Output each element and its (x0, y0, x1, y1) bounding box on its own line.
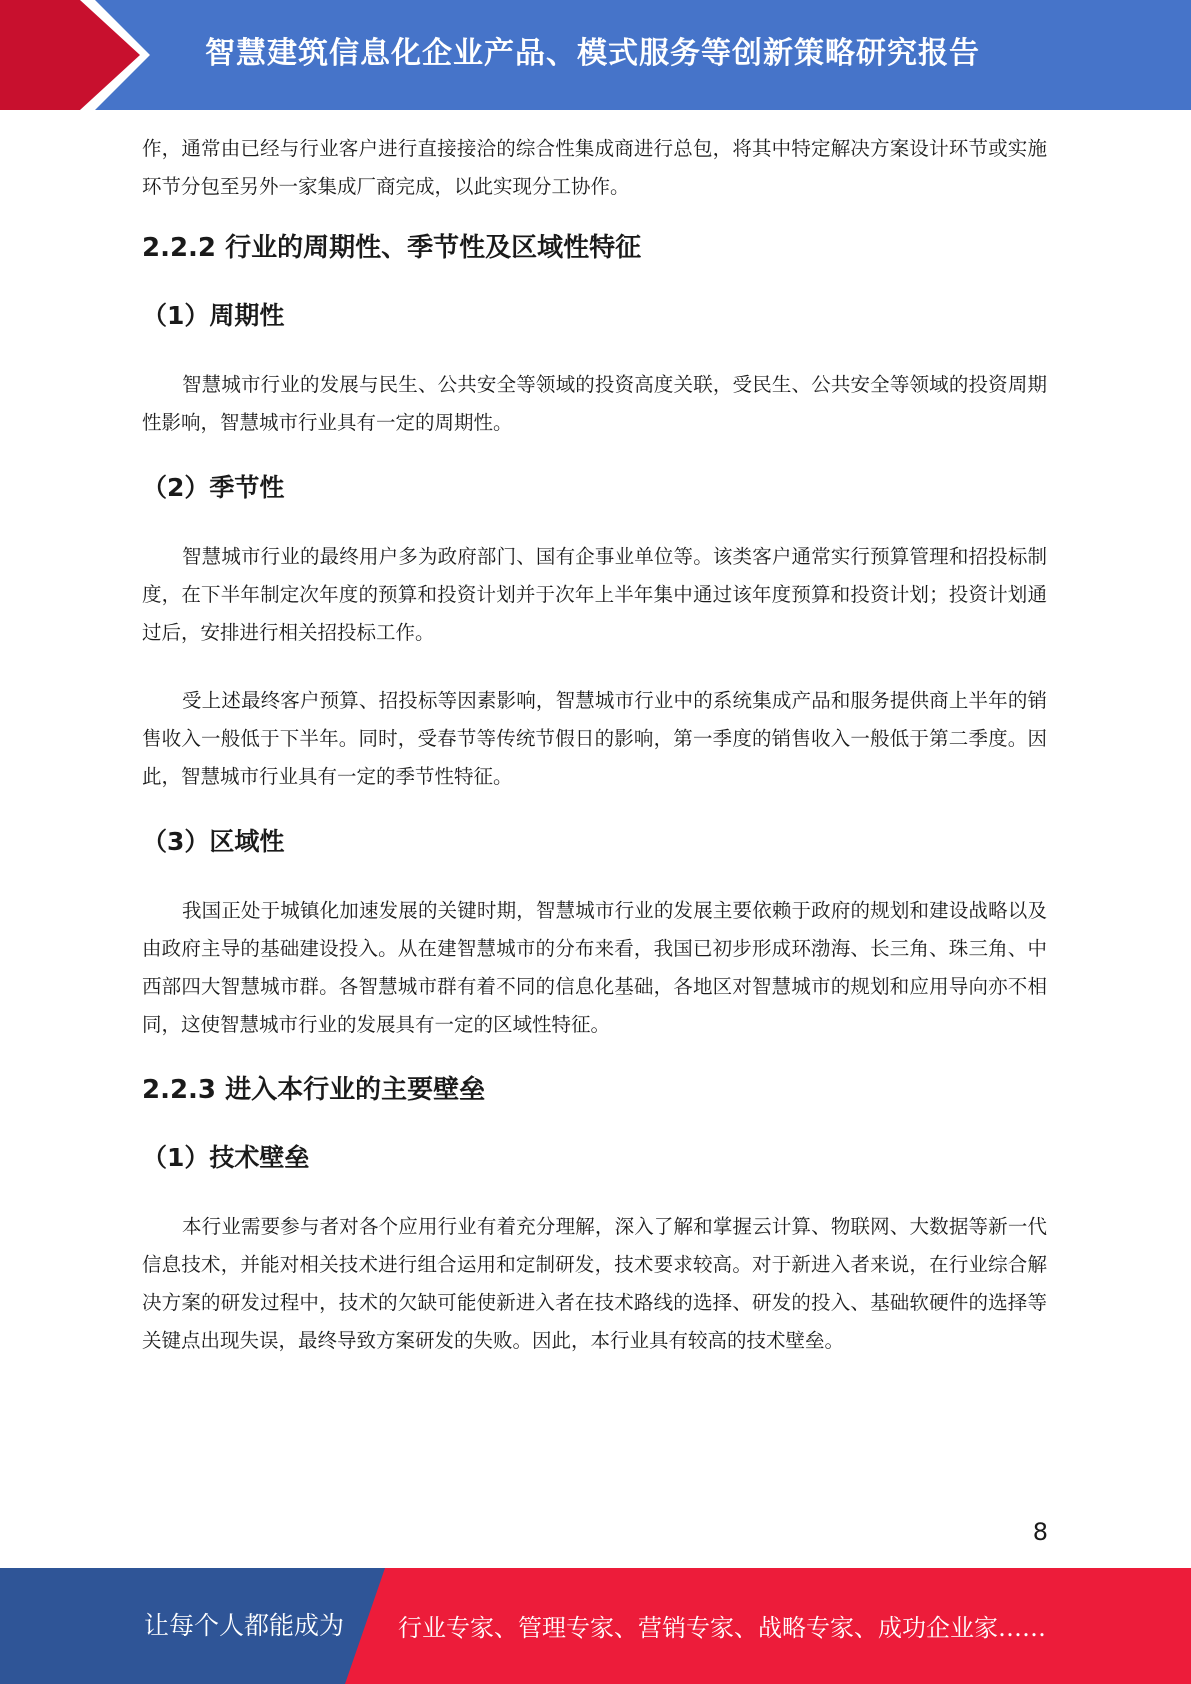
document-body (142, 130, 1047, 1360)
footer-slogan-right: 行业专家、管理专家、营销专家、战略专家、成功企业家…… (398, 1614, 1046, 1642)
paragraph-technical-barrier: 本行业需要参与者对各个应用行业有着充分理解，深入了解和掌握云计算、物联网、大数据等新一代信息技术，并能对相关技术进行组合运用和定制研发，技术要求较高。对于新进入者来说，在行业综合解决方案的研发过程中，技术的欠缺可能使新进入者在技术路线的选择、研发的投入、基础软硬件的选择等关键点出现失误，最终导致方案研发的失败。因此，本行业具有较高的技术壁垒。 (142, 1215, 1047, 1352)
subheading-regionality: （3）区域性 (142, 827, 285, 856)
page-header (0, 0, 1191, 110)
paragraph-seasonality-1: 智慧城市行业的最终用户多为政府部门、国有企事业单位等。该类客户通常实行预算管理和招投标制度，在下半年制定次年度的预算和投资计划并于次年上半年集中通过该年度预算和投资计划；投资计划通过后，安排进行相关招投标工作。 (142, 545, 1047, 644)
paragraph-periodicity: 智慧城市行业的发展与民生、公共安全等领域的投资高度关联，受民生、公共安全等领域的投资周期性影响，智慧城市行业具有一定的周期性。 (142, 373, 1047, 434)
page-footer (0, 1568, 1191, 1684)
footer-slogan-left: 让每个人都能成为 (144, 1611, 345, 1640)
intro-paragraph: 作，通常由已经与行业客户进行直接接洽的综合性集成商进行总包，将其中特定解决方案设计环节或实施环节分包至另外一家集成厂商完成，以此实现分工协作。 (142, 137, 1047, 198)
subheading-technical-barrier: （1）技术壁垒 (142, 1143, 310, 1172)
header-title: 智慧建筑信息化企业产品、模式服务等创新策略研究报告 (205, 36, 980, 71)
paragraph-seasonality-2: 受上述最终客户预算、招投标等因素影响，智慧城市行业中的系统集成产品和服务提供商上半年的销售收入一般低于下半年。同时，受春节等传统节假日的影响，第一季度的销售收入一般低于第二季度。因此，智慧城市行业具有一定的季节性特征。 (142, 689, 1047, 788)
section-heading-2-2-3: 2.2.3 进入本行业的主要壁垒 (142, 1075, 486, 1105)
subheading-seasonality: （2）季节性 (142, 473, 285, 502)
subheading-periodicity: （1）周期性 (142, 301, 285, 330)
header-arrow-decoration (0, 0, 160, 110)
page-number: 8 (1032, 1518, 1048, 1546)
paragraph-regionality: 我国正处于城镇化加速发展的关键时期，智慧城市行业的发展主要依赖于政府的规划和建设战略以及由政府主导的基础建设投入。从在建智慧城市的分布来看，我国已初步形成环渤海、长三角、珠三角、中西部四大智慧城市群。各智慧城市群有着不同的信息化基础，各地区对智慧城市的规划和应用导向亦不相同，这使智慧城市行业的发展具有一定的区域性特征。 (142, 899, 1047, 1036)
section-heading-2-2-2: 2.2.2 行业的周期性、季节性及区域性特征 (142, 233, 642, 263)
